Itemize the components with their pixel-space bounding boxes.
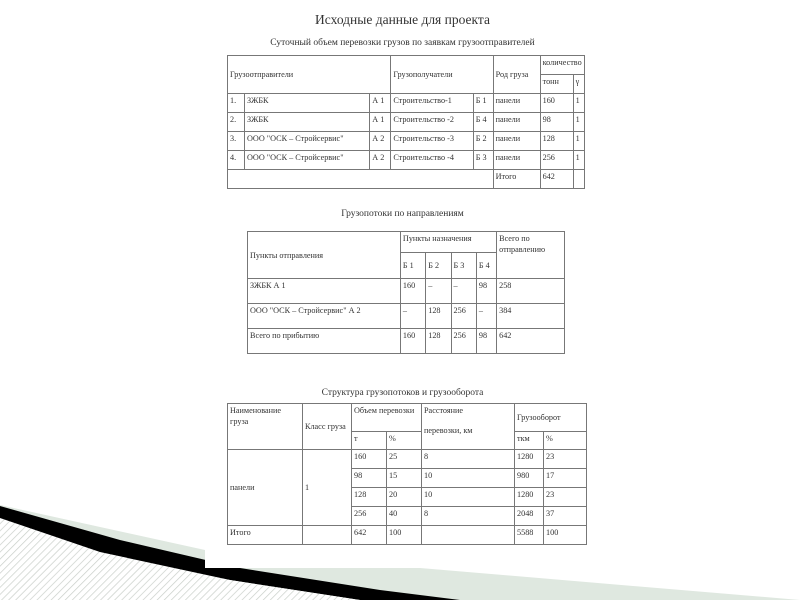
header-quantity: количество — [540, 56, 584, 75]
tkm-value: 2048 — [515, 507, 544, 526]
header-b3: Б 3 — [451, 253, 476, 279]
gamma: 1 — [573, 113, 584, 132]
shipper: ООО "ОСК – Стройсервис" — [245, 132, 370, 151]
cargo-class: 1 — [303, 450, 352, 526]
shipper: ООО "ОСК – Стройсервис" — [245, 151, 370, 170]
total-pct2: 100 — [544, 526, 587, 545]
receiver: Строительство-1 — [391, 94, 473, 113]
t-value: 256 — [352, 507, 387, 526]
tkm-value: 1280 — [515, 450, 544, 469]
ship-point: А 1 — [370, 94, 391, 113]
origin-label: ЗЖБК А 1 — [248, 279, 401, 304]
document-page — [205, 0, 600, 568]
cargo: панели — [493, 94, 540, 113]
gamma: 1 — [573, 151, 584, 170]
tkm-value: 1280 — [515, 488, 544, 507]
receiver-point: Б 4 — [473, 113, 493, 132]
pct2-value: 23 — [544, 488, 587, 507]
header-b2: Б 2 — [426, 253, 451, 279]
table-row — [228, 151, 585, 170]
b4-value: 98 — [476, 329, 496, 354]
gamma: 1 — [573, 94, 584, 113]
cargo: панели — [493, 132, 540, 151]
header-t: т — [352, 432, 387, 450]
km-value: 8 — [422, 450, 515, 469]
total-row — [228, 170, 585, 189]
table3-caption: Структура грузопотоков и грузооборота — [321, 388, 484, 398]
flows-by-direction-table — [247, 231, 565, 354]
b4-value: – — [476, 304, 496, 329]
ship-point: А 2 — [370, 151, 391, 170]
table-row — [228, 132, 585, 151]
b4-value: 98 — [476, 279, 496, 304]
total-pct: 100 — [387, 526, 422, 545]
empty-cell — [422, 526, 515, 545]
receiver-point: Б 3 — [473, 151, 493, 170]
b3-value: 256 — [451, 329, 476, 354]
pct-value: 40 — [387, 507, 422, 526]
header-cargo-class: Класс груза — [303, 404, 352, 450]
page-title: Исходные данные для проекта — [315, 12, 490, 27]
row-num: 3. — [228, 132, 245, 151]
total-t: 642 — [352, 526, 387, 545]
empty-cell — [228, 170, 494, 189]
ship-point: А 1 — [370, 113, 391, 132]
km-value: 10 — [422, 488, 515, 507]
tkm-value: 980 — [515, 469, 544, 488]
b3-value: 256 — [451, 304, 476, 329]
table-row — [248, 279, 565, 304]
header-origin: Пункты отправления — [248, 232, 401, 279]
daily-volume-table — [227, 55, 585, 189]
row-num: 1. — [228, 94, 245, 113]
pct-value: 25 — [387, 450, 422, 469]
receiver: Строительство -4 — [391, 151, 473, 170]
header-cargo-name: Наименование груза — [228, 404, 303, 450]
header-volume: Объем перевозки — [352, 404, 422, 432]
header-pct2: % — [544, 432, 587, 450]
row-num: 2. — [228, 113, 245, 132]
header-tons: тонн — [540, 75, 573, 94]
pct2-value: 37 — [544, 507, 587, 526]
receiver-point: Б 1 — [473, 94, 493, 113]
header-destination: Пункты назначения — [400, 232, 496, 253]
table-row — [228, 113, 585, 132]
header-turnover: Грузооборот — [515, 404, 587, 432]
b2-value: 128 — [426, 329, 451, 354]
b1-value: – — [400, 304, 425, 329]
gamma: 1 — [573, 132, 584, 151]
km-value: 10 — [422, 469, 515, 488]
table-row — [248, 329, 565, 354]
structure-table — [227, 403, 587, 545]
tons: 128 — [540, 132, 573, 151]
table-row — [248, 304, 565, 329]
receiver: Строительство -2 — [391, 113, 473, 132]
table1-caption: Суточный объем перевозки грузов по заявкам грузоотправителей — [270, 38, 535, 48]
table-row — [228, 94, 585, 113]
total-value: 384 — [497, 304, 565, 329]
b1-value: 160 — [400, 329, 425, 354]
cargo-name: панели — [228, 450, 303, 526]
tons: 160 — [540, 94, 573, 113]
pct-value: 15 — [387, 469, 422, 488]
b2-value: 128 — [426, 304, 451, 329]
header-distance — [422, 404, 515, 450]
shipper: ЗЖБК — [245, 94, 370, 113]
pct-value: 20 — [387, 488, 422, 507]
row-num: 4. — [228, 151, 245, 170]
pct2-value: 17 — [544, 469, 587, 488]
tons: 256 — [540, 151, 573, 170]
header-b1: Б 1 — [400, 253, 425, 279]
t-value: 98 — [352, 469, 387, 488]
pct2-value: 23 — [544, 450, 587, 469]
empty-cell — [303, 526, 352, 545]
header-b4: Б 4 — [476, 253, 496, 279]
table2-caption: Грузопотоки по направлениям — [341, 209, 464, 219]
origin-label: ООО "ОСК – Стройсервис" А 2 — [248, 304, 401, 329]
empty-cell — [573, 170, 584, 189]
header-shippers: Грузоотправители — [228, 56, 391, 94]
t-value: 128 — [352, 488, 387, 507]
origin-label: Всего по прибытию — [248, 329, 401, 354]
table-row — [228, 450, 587, 469]
header-total-sent: Всего по отправлению — [497, 232, 565, 279]
header-gamma: γ — [573, 75, 584, 94]
b3-value: – — [451, 279, 476, 304]
header-pct: % — [387, 432, 422, 450]
distance-label-1: Расстояние — [424, 406, 464, 415]
ship-point: А 2 — [370, 132, 391, 151]
header-receivers: Грузополучатели — [391, 56, 493, 94]
receiver: Строительство -3 — [391, 132, 473, 151]
b1-value: 160 — [400, 279, 425, 304]
km-value: 8 — [422, 507, 515, 526]
cargo: панели — [493, 113, 540, 132]
total-label: Итого — [493, 170, 540, 189]
total-row — [228, 526, 587, 545]
shipper: ЗЖБК — [245, 113, 370, 132]
header-cargo-type: Род груза — [493, 56, 540, 94]
tons: 98 — [540, 113, 573, 132]
total-label: Итого — [228, 526, 303, 545]
distance-label-2: перевозки, км — [424, 426, 473, 435]
receiver-point: Б 2 — [473, 132, 493, 151]
t-value: 160 — [352, 450, 387, 469]
total-value: 258 — [497, 279, 565, 304]
total-value: 642 — [497, 329, 565, 354]
total-tkm: 5588 — [515, 526, 544, 545]
b2-value: – — [426, 279, 451, 304]
total-value: 642 — [540, 170, 573, 189]
header-tkm: ткм — [515, 432, 544, 450]
cargo: панели — [493, 151, 540, 170]
